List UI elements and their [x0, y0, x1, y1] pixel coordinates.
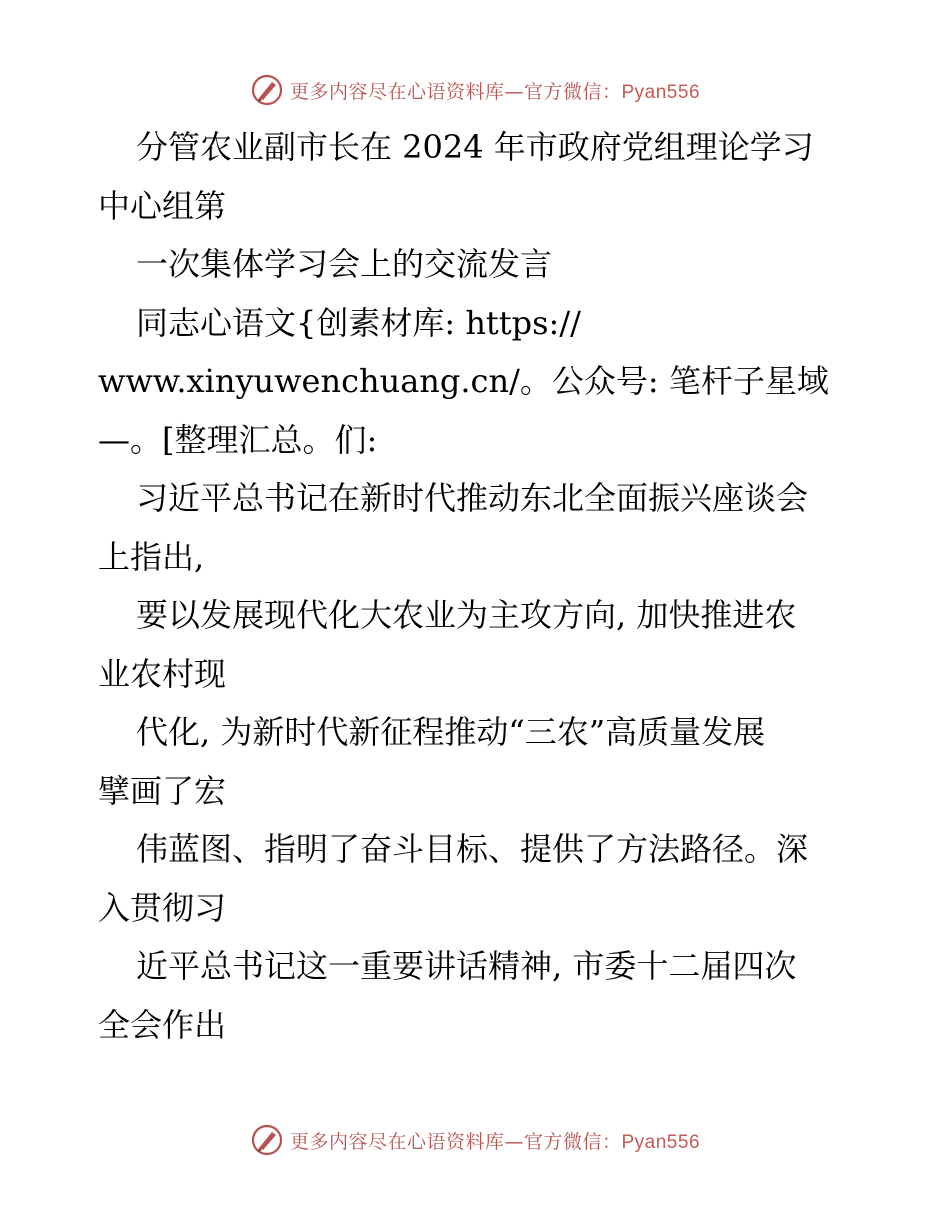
text-line: 分管农业副市长在 2024 年市政府党组理论学习 — [136, 128, 814, 166]
text-line: 近平总书记这一重要讲话精神, 市委十二届四次 — [136, 947, 797, 985]
pen-logo-icon — [250, 1123, 284, 1157]
text-line: 伟蓝图、指明了奋斗目标、提供了方法路径。深 — [136, 830, 809, 868]
text-line: 同志心语文{创素材库: https:// — [136, 303, 581, 342]
footer-watermark — [0, 1120, 950, 1160]
text-line: 全会作出 — [98, 1005, 227, 1044]
watermark-wechat-id: Pyan556 — [621, 1131, 701, 1153]
text-line: 入贯彻习 — [98, 888, 227, 927]
document-body — [98, 118, 858, 1054]
pen-logo-icon — [250, 73, 284, 107]
watermark-wechat-id: Pyan556 — [621, 81, 701, 103]
watermark-text — [290, 77, 700, 104]
watermark-label: 更多内容尽在心语资料库—官方微信： — [289, 80, 622, 103]
text-line: —。[整理汇总。们: — [98, 420, 378, 459]
text-line: 中心组第 — [98, 186, 227, 225]
text-line: 代化, 为新时代新征程推动“三农”高质量发展 — [136, 713, 766, 751]
text-line: 习近平总书记在新时代推动东北全面振兴座谈会 — [136, 479, 809, 517]
text-line: www.xinyuwenchuang.cn/。公众号: 笔杆子星域 — [98, 362, 829, 400]
text-line: 要以发展现代化大农业为主攻方向, 加快推进农 — [136, 596, 797, 634]
text-line: 一次集体学习会上的交流发言 — [136, 245, 553, 283]
header-watermark — [0, 70, 950, 110]
text-line: 擘画了宏 — [98, 771, 227, 810]
text-line: 上指出, — [98, 537, 205, 576]
watermark-text — [290, 1127, 700, 1154]
text-line: 业农村现 — [98, 654, 227, 693]
watermark-label: 更多内容尽在心语资料库—官方微信： — [289, 1130, 622, 1153]
